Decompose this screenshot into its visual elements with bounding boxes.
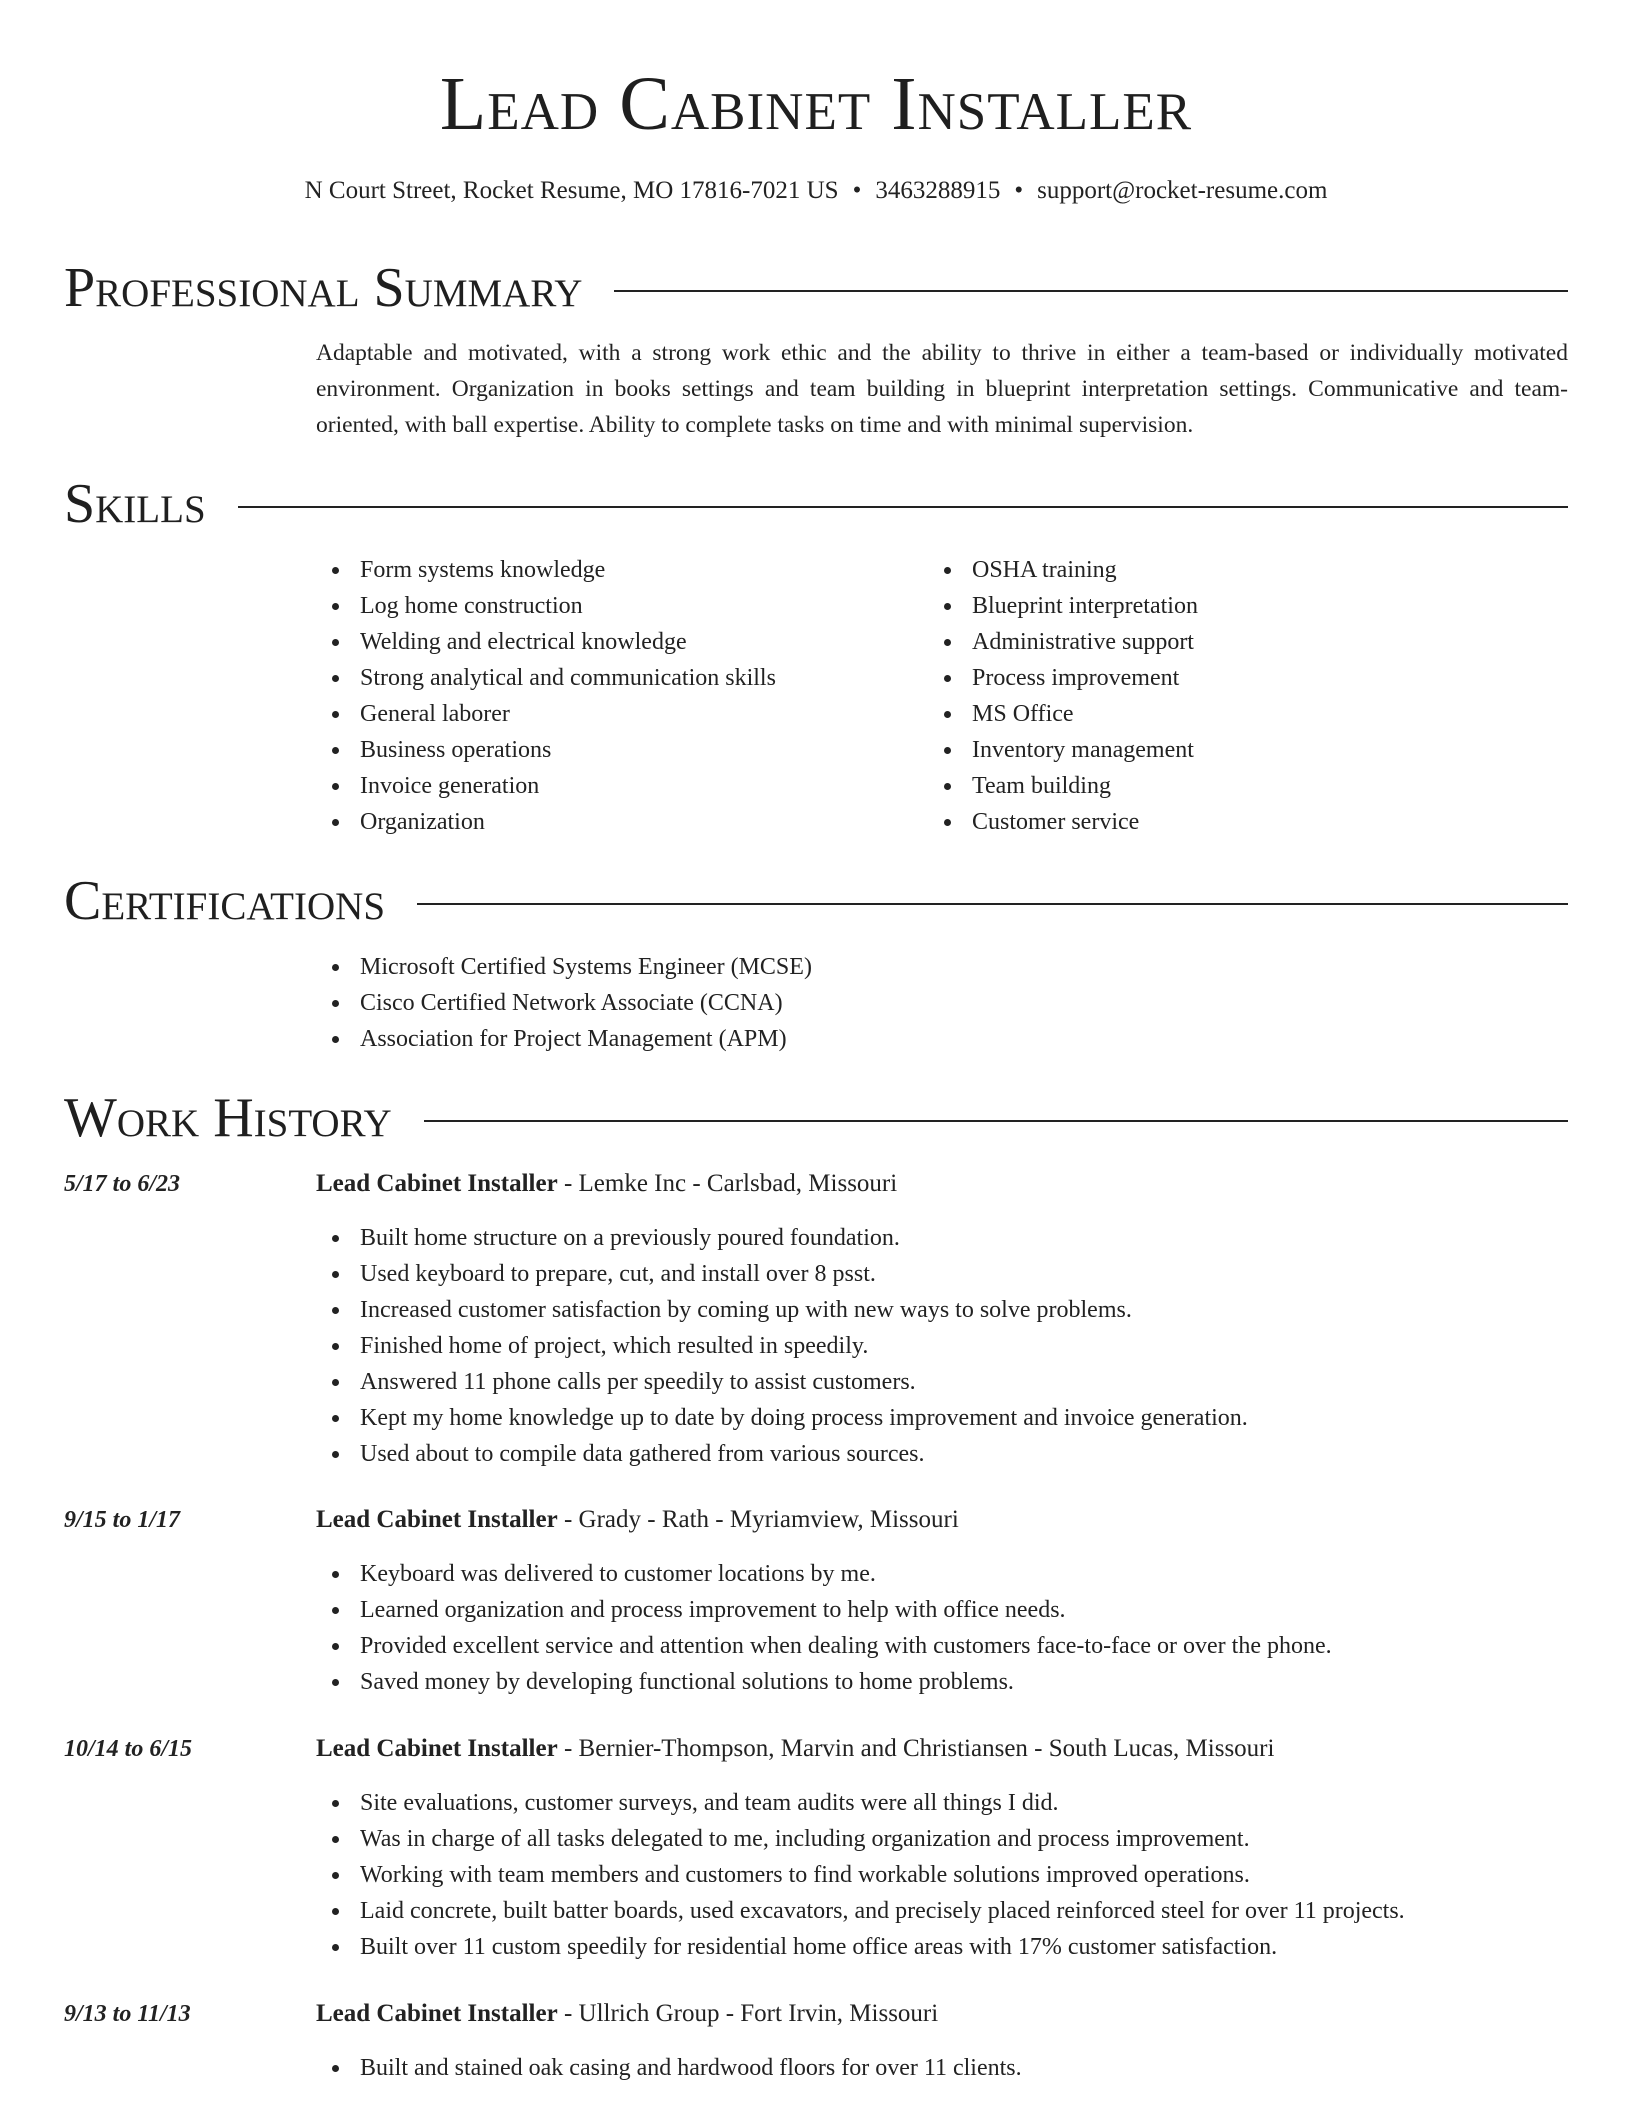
contact-separator: •: [852, 177, 862, 204]
job-bullet: Finished home of project, which resulted in speedily.: [316, 1328, 1568, 1364]
skill-item: OSHA training: [928, 552, 1488, 588]
job-header: [316, 1731, 1568, 1767]
skill-item: Welding and electrical knowledge: [316, 624, 876, 660]
contact-phone: 3463288915: [875, 177, 1001, 204]
skill-item: Invoice generation: [316, 768, 876, 804]
summary-section-header: [64, 258, 1568, 318]
skill-item: General laborer: [316, 696, 876, 732]
skills-section-header: [64, 474, 1568, 534]
certification-item: Microsoft Certified Systems Engineer (MCSE): [316, 949, 812, 985]
summary-text: Adaptable and motivated, with a strong work ethic and the ability to thrive in either a team-based or individually motivated environment. Organization in books settings and team building in blueprint interpretation settings. Communicative and team-oriented, with ball expertise. Ability to complete tasks on time and with minimal supervision.: [316, 340, 1568, 438]
skill-item: MS Office: [928, 696, 1488, 732]
work-history-section-title: Work History: [64, 1087, 392, 1149]
skill-item: Process improvement: [928, 660, 1488, 696]
skill-item: Inventory management: [928, 732, 1488, 768]
job-title: Lead Cabinet Installer: [316, 2000, 558, 2027]
job-title: Lead Cabinet Installer: [316, 1506, 558, 1533]
contact-separator: •: [1014, 177, 1024, 204]
contact-email: support@rocket-resume.com: [1037, 177, 1328, 204]
job-bullet: Built home structure on a previously poured foundation.: [316, 1220, 1568, 1256]
job-bullet: Was in charge of all tasks delegated to me, including organization and process improvement.: [316, 1821, 1568, 1857]
skill-item: Form systems knowledge: [316, 552, 876, 588]
job-bullet: Increased customer satisfaction by coming up with new ways to solve problems.: [316, 1292, 1568, 1328]
work-history-section-header: [64, 1088, 1568, 1148]
job-bullet: Provided excellent service and attention when dealing with customers face-to-face or over the phone.: [316, 1628, 1568, 1664]
job-title: Lead Cabinet Installer: [316, 1735, 558, 1762]
job-bullet: Working with team members and customers to find workable solutions improved operations.: [316, 1857, 1568, 1893]
job-bullet: Site evaluations, customer surveys, and team audits were all things I did.: [316, 1785, 1568, 1821]
skill-item: Organization: [316, 804, 876, 840]
job-company: - Grady - Rath - Myriamview, Missouri: [557, 1506, 959, 1533]
job-responsibilities-list: [316, 1785, 1568, 1965]
skill-item: Customer service: [928, 804, 1488, 840]
section-divider: [238, 506, 1568, 508]
certifications-list: [316, 949, 812, 1057]
skills-section-title: Skills: [64, 473, 206, 535]
job-responsibilities-list: [316, 1220, 1568, 1472]
job-bullet: Saved money by developing functional solutions to home problems.: [316, 1664, 1568, 1700]
skill-item: Strong analytical and communication skills: [316, 660, 876, 696]
job-bullet: Built and stained oak casing and hardwood floors for over 11 clients.: [316, 2050, 1568, 2086]
job-bullet: Used keyboard to prepare, cut, and install over 8 psst.: [316, 1256, 1568, 1292]
skill-item: Blueprint interpretation: [928, 588, 1488, 624]
job-company: - Bernier-Thompson, Marvin and Christiansen - South Lucas, Missouri: [557, 1735, 1275, 1762]
job-dates: 9/15 to 1/17: [64, 1507, 181, 1533]
job-bullet: Keyboard was delivered to customer locations by me.: [316, 1556, 1568, 1592]
job-bullet: Answered 11 phone calls per speedily to assist customers.: [316, 1364, 1568, 1400]
skill-item: Business operations: [316, 732, 876, 768]
contact-line: [0, 176, 1632, 206]
job-header: [316, 1996, 1568, 2032]
section-divider: [424, 1120, 1568, 1122]
skills-list-right: [928, 552, 1488, 840]
skills-list-left: [316, 552, 876, 840]
contact-address: N Court Street, Rocket Resume, MO 17816-7021 US: [304, 177, 839, 204]
job-bullet: Built over 11 custom speedily for residential home office areas with 17% customer satisfaction.: [316, 1929, 1568, 1965]
certifications-section-header: [64, 871, 1568, 931]
job-title: Lead Cabinet Installer: [316, 1170, 558, 1197]
job-bullet: Used about to compile data gathered from various sources.: [316, 1436, 1568, 1472]
job-bullet: Learned organization and process improvement to help with office needs.: [316, 1592, 1568, 1628]
job-dates: 9/13 to 11/13: [64, 2001, 191, 2027]
section-divider: [614, 290, 1568, 292]
job-bullet: Laid concrete, built batter boards, used excavators, and precisely placed reinforced steel for over 11 projects.: [316, 1893, 1568, 1929]
section-divider: [417, 903, 1568, 905]
job-header: [316, 1502, 1568, 1538]
summary-section-title: Professional Summary: [64, 257, 583, 319]
job-company: - Lemke Inc - Carlsbad, Missouri: [557, 1170, 898, 1197]
job-header: [316, 1166, 1568, 1202]
job-responsibilities-list: [316, 1556, 1568, 1700]
job-bullet: Kept my home knowledge up to date by doing process improvement and invoice generation.: [316, 1400, 1568, 1436]
job-dates: 10/14 to 6/15: [64, 1736, 193, 1762]
certification-item: Cisco Certified Network Associate (CCNA): [316, 985, 812, 1021]
skill-item: Team building: [928, 768, 1488, 804]
job-dates: 5/17 to 6/23: [64, 1171, 181, 1197]
certifications-section-title: Certifications: [64, 870, 386, 932]
skill-item: Administrative support: [928, 624, 1488, 660]
skill-item: Log home construction: [316, 588, 876, 624]
resume-name: Lead Cabinet Installer: [439, 62, 1193, 146]
job-company: - Ullrich Group - Fort Irvin, Missouri: [557, 2000, 939, 2027]
certification-item: Association for Project Management (APM): [316, 1021, 812, 1057]
job-responsibilities-list: [316, 2050, 1568, 2086]
